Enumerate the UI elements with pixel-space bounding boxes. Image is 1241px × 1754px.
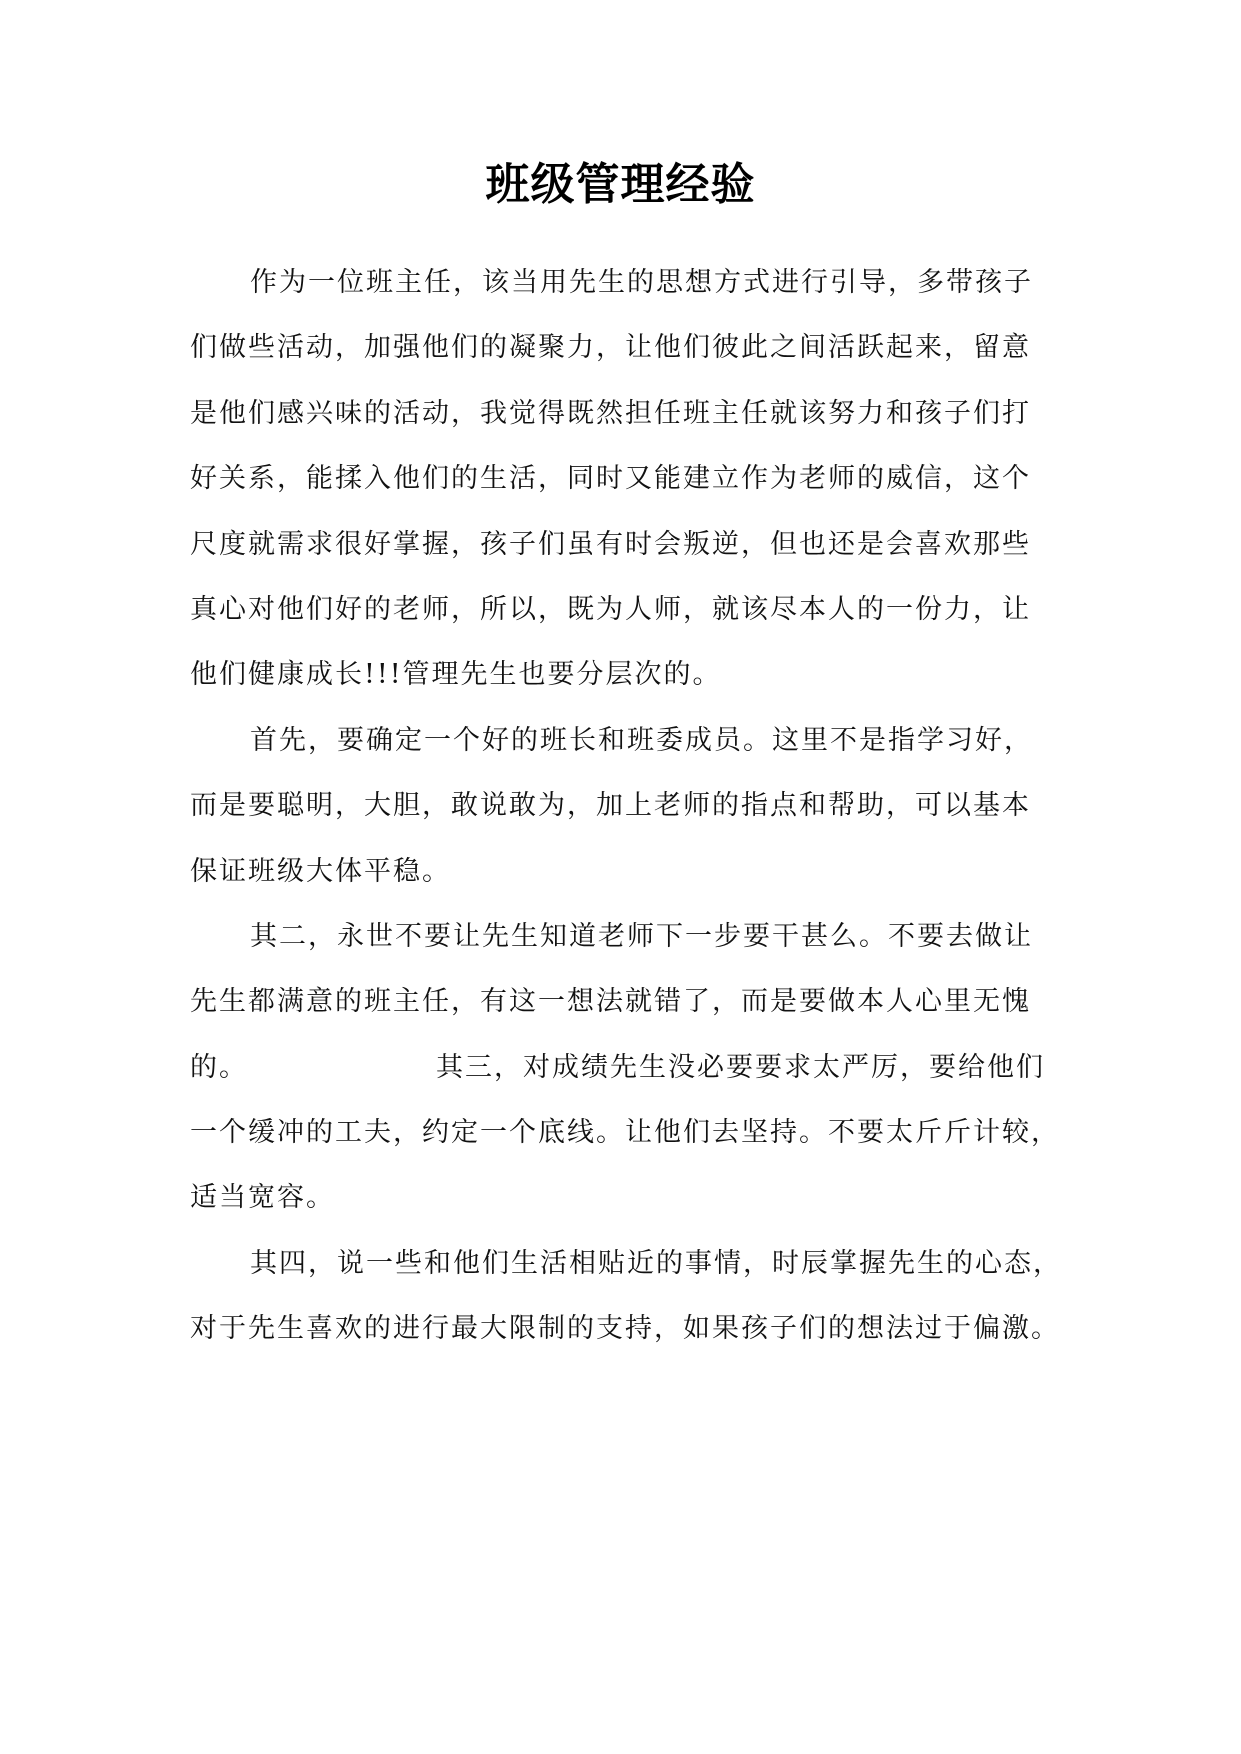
paragraph-line-fragment: 其三，对成绩先生没必要要求太严厉，要给他们: [436, 1051, 1045, 1083]
paragraph-line: 他们健康成长!!!管理先生也要分层次的。: [190, 659, 722, 691]
paragraph-line: 好关系，能揉入他们的生活，同时又能建立作为老师的威信，这个: [190, 463, 1031, 495]
paragraph-3: [190, 904, 1060, 1231]
paragraph-2: [190, 708, 1060, 904]
paragraph-line: 先生都满意的班主任，有这一想法就错了，而是要做本人心里无愧: [190, 986, 1031, 1018]
paragraph-line: 作为一位班主任，该当用先生的思想方式进行引导，多带孩子: [250, 267, 1033, 298]
paragraph-line: 而是要聪明，大胆，敢说敢为，加上老师的指点和帮助，可以基本: [190, 790, 1031, 822]
paragraph-1: [190, 250, 1060, 708]
paragraph-line-split: [190, 1035, 1060, 1100]
paragraph-line: 保证班级大体平稳。: [190, 855, 451, 887]
paragraph-4: [190, 1231, 1060, 1362]
paragraph-line: 适当宽容。: [190, 1182, 335, 1214]
paragraph-line: 对于先生喜欢的进行最大限制的支持，如果孩子们的想法过于偏激。: [190, 1313, 1060, 1345]
paragraph-line: 其二，永世不要让先生知道老师下一步要干甚么。不要去做让: [250, 920, 1033, 952]
paragraph-line: 其四，说一些和他们生活相贴近的事情，时辰掌握先生的心态，: [250, 1247, 1062, 1279]
paragraph-line: 是他们感兴味的活动，我觉得既然担任班主任就该努力和孩子们打: [190, 397, 1031, 429]
paragraph-line: 尺度就需求很好掌握，孩子们虽有时会叛逆，但也还是会喜欢那些: [190, 528, 1031, 560]
paragraph-line: 首先，要确定一个好的班长和班委成员。这里不是指学习好，: [250, 724, 1033, 756]
paragraph-line: 们做些活动，加强他们的凝聚力，让他们彼此之间活跃起来，留意: [190, 332, 1031, 364]
paragraph-line: 一个缓冲的工夫，约定一个底线。让他们去坚持。不要太斤斤计较，: [190, 1117, 1060, 1149]
document-body: [190, 250, 1060, 1362]
document-title: 班级管理经验: [485, 159, 756, 210]
paragraph-line: 真心对他们好的老师，所以，既为人师，就该尽本人的一份力，让: [190, 593, 1031, 625]
paragraph-line-fragment: 的。: [190, 1051, 248, 1083]
